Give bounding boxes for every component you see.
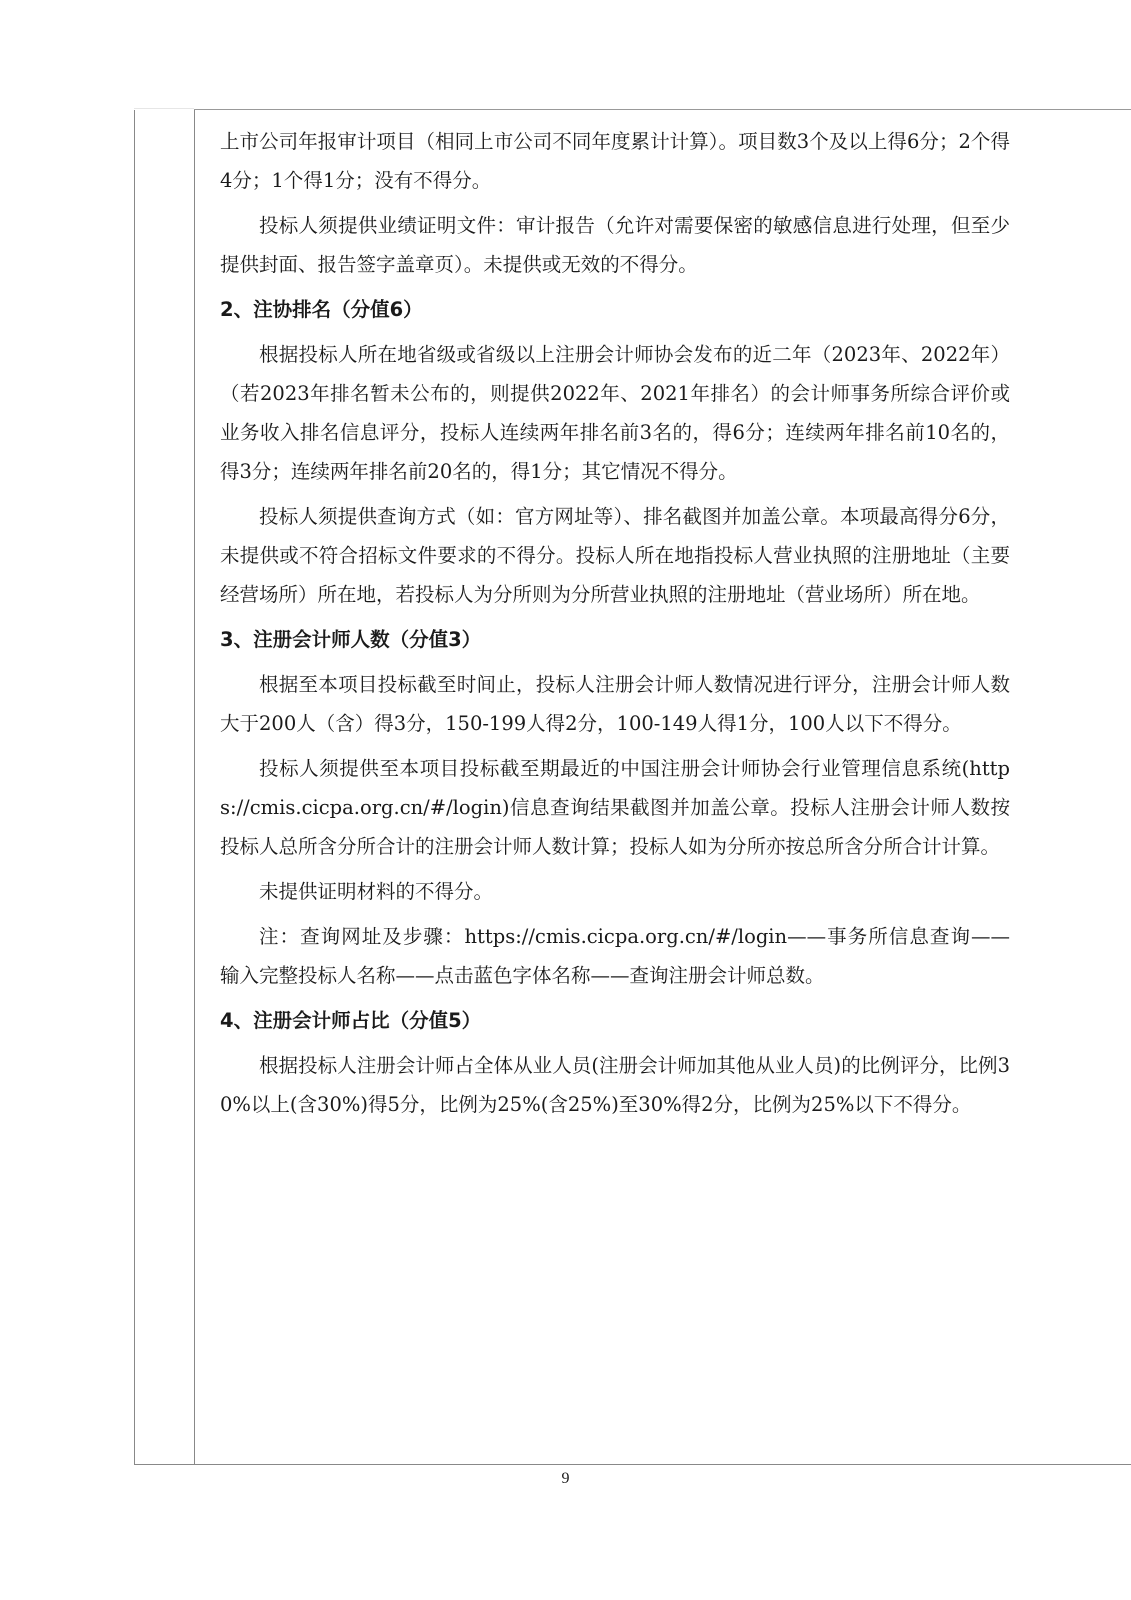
ranking-proof-requirement: 投标人须提供查询方式（如：官方网址等）、排名截图并加盖公章。本项最高得分6分，未提供或不符合招标文件要求的不得分。投标人所在地指投标人营业执照的注册地址（主要经营场所）所在地，若投标人为分所则为分所营业执照的注册地址（营业场所）所在地。 xyxy=(220,505,1010,606)
section-heading-cpa-ratio: 4、注册会计师占比（分值5） xyxy=(220,1009,482,1032)
section-heading-cpa-count: 3、注册会计师人数（分值3） xyxy=(220,628,482,651)
table-top-border-left xyxy=(134,108,194,109)
query-steps-note: 注：查询网址及步骤：https://cmis.cicpa.org.cn/#/login——事务所信息查询——输入完整投标人名称——点击蓝色字体名称——查询注册会计师总数。 xyxy=(220,925,1010,987)
section-heading-cicpa-ranking: 2、注协排名（分值6） xyxy=(220,298,423,321)
cpa-ratio-criteria: 根据投标人注册会计师占全体从业人员(注册会计师加其他从业人员)的比例评分，比例30%以上(含30%)得5分，比例为25%(含25%)至30%得2分，比例为25%以下不得分。 xyxy=(220,1054,1010,1116)
listed-company-criteria: 上市公司年报审计项目（相同上市公司不同年度累计计算）。项目数3个及以上得6分；2个得4分；1个得1分；没有不得分。 xyxy=(220,130,1010,192)
cpa-count-proof-requirement: 投标人须提供至本项目投标截至期最近的中国注册会计师协会行业管理信息系统(https://cmis.cicpa.org.cn/#/login)信息查询结果截图并加盖公章。投标人注册会计师人数按投标人总所含分所合计的注册会计师人数计算；投标人如为分所亦按总所含分所合计计算。 xyxy=(220,757,1010,858)
page-number: 9 xyxy=(561,1470,570,1487)
table-column-divider xyxy=(194,110,195,1465)
scoring-criteria-cell xyxy=(220,122,1010,1124)
no-proof-no-score: 未提供证明材料的不得分。 xyxy=(259,880,494,903)
ranking-criteria: 根据投标人所在地省级或省级以上注册会计师协会发布的近二年（2023年、2022年）（若2023年排名暂未公布的，则提供2022年、2021年排名）的会计师事务所综合评价或业务收入排名信息评分，投标人连续两年排名前3名的，得6分；连续两年排名前10名的，得3分；连续两年排名前20名的，得1分；其它情况不得分。 xyxy=(220,343,1010,483)
cpa-count-criteria: 根据至本项目投标截至时间止，投标人注册会计师人数情况进行评分，注册会计师人数大于200人（含）得3分，150-199人得2分，100-149人得1分，100人以下不得分。 xyxy=(220,673,1010,735)
performance-proof-requirement: 投标人须提供业绩证明文件：审计报告（允许对需要保密的敏感信息进行处理，但至少提供封面、报告签字盖章页）。未提供或无效的不得分。 xyxy=(220,214,1010,276)
